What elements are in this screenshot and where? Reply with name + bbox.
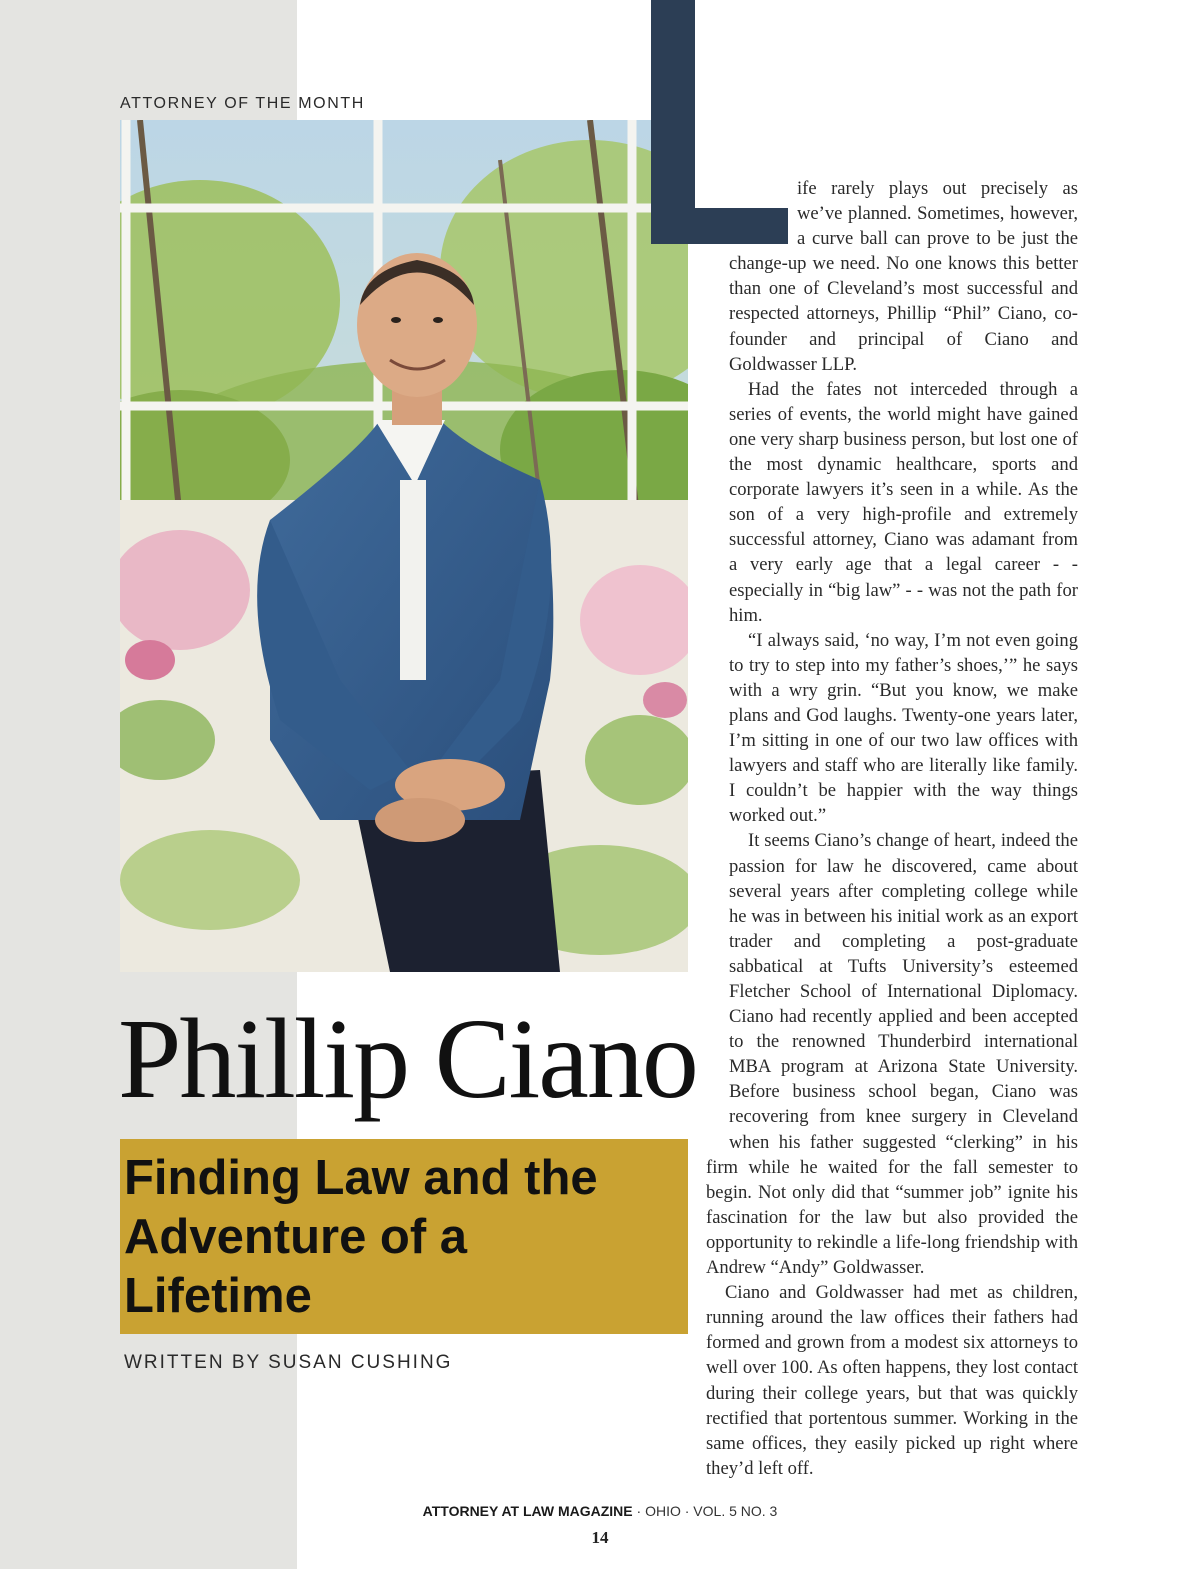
article-subtitle: Finding Law and the Adventure of a Lifetime xyxy=(124,1151,598,1323)
article-paragraph: “I always said, ‘no way, I’m not even going to try to step into my father’s shoes,’” he says with a wry grin. “But you know, we make plans and God laughs. Twenty-one years later, I’m sitting in one of our two law offices with lawyers and staff who are literally like family. I couldn’t be happier with the way things worked out.” xyxy=(729,629,1078,827)
dropcap-spacer xyxy=(706,176,797,251)
article-body xyxy=(706,176,1078,1481)
article-paragraph: It seems Ciano’s change of heart, indeed the passion for law he discovered, came about several years after completing college while he was in between his initial work as an export trader and completing a post-graduate sabbatical at Tufts University’s esteemed Fletcher School of International Diplomacy. Ciano had recently applied and been accepted to the renowned Thunderbird international MBA program at Arizona State University. Before business school began, Ciano was recovering from knee surgery in Cleveland when his father suggested “clerking” in his firm while he waited for the fall semester to begin. Not only did that “summer job” ignite his fascination for the law but also provided the opportunity to rekindle a life-long friendship with Andrew “Andy” Goldwasser. xyxy=(706,830,1078,1279)
page-footer xyxy=(0,1503,1200,1519)
article-paragraph: Ciano and Goldwasser had met as children, running around the law offices their fathers had formed and grown from a modest six attorneys to well over 100. As often happens, they lost contact during their college years, but that was quickly rectified that portentous summer. Working in the same offices, they easily picked up right where they’d left off. xyxy=(706,1282,1078,1479)
portrait-photo xyxy=(120,120,688,972)
article-paragraph: ife rarely plays out precisely as we’ve planned. Sometimes, however, a curve ball can prove to be just the change-up we need. No one knows this better than one of Cleveland’s most successful and respected attorneys, Phillip “Phil” Ciano, co-founder and principal of Ciano and Goldwasser LLP. xyxy=(729,178,1078,375)
page-number: 14 xyxy=(591,1528,609,1547)
article-paragraph: Had the fates not interceded through a series of events, the world might have gained one very sharp business person, but lost one of the most dynamic healthcare, sports and corporate lawyers it’s seen in a while. As the son of a very high-profile and extremely successful attorney, Ciano was adamant from a very early age that a legal career - - especially in “big law” - - was not the path for him. xyxy=(729,378,1078,626)
byline: WRITTEN BY SUSAN CUSHING xyxy=(124,1352,453,1373)
magazine-name: ATTORNEY AT LAW MAGAZINE xyxy=(422,1503,633,1519)
section-label: ATTORNEY OF THE MONTH xyxy=(120,95,365,112)
article-title-name: Phillip Ciano xyxy=(118,995,697,1122)
title-overlap-spacer xyxy=(706,1013,729,1138)
issue-info: · OHIO · VOL. 5 NO. 3 xyxy=(632,1503,778,1519)
